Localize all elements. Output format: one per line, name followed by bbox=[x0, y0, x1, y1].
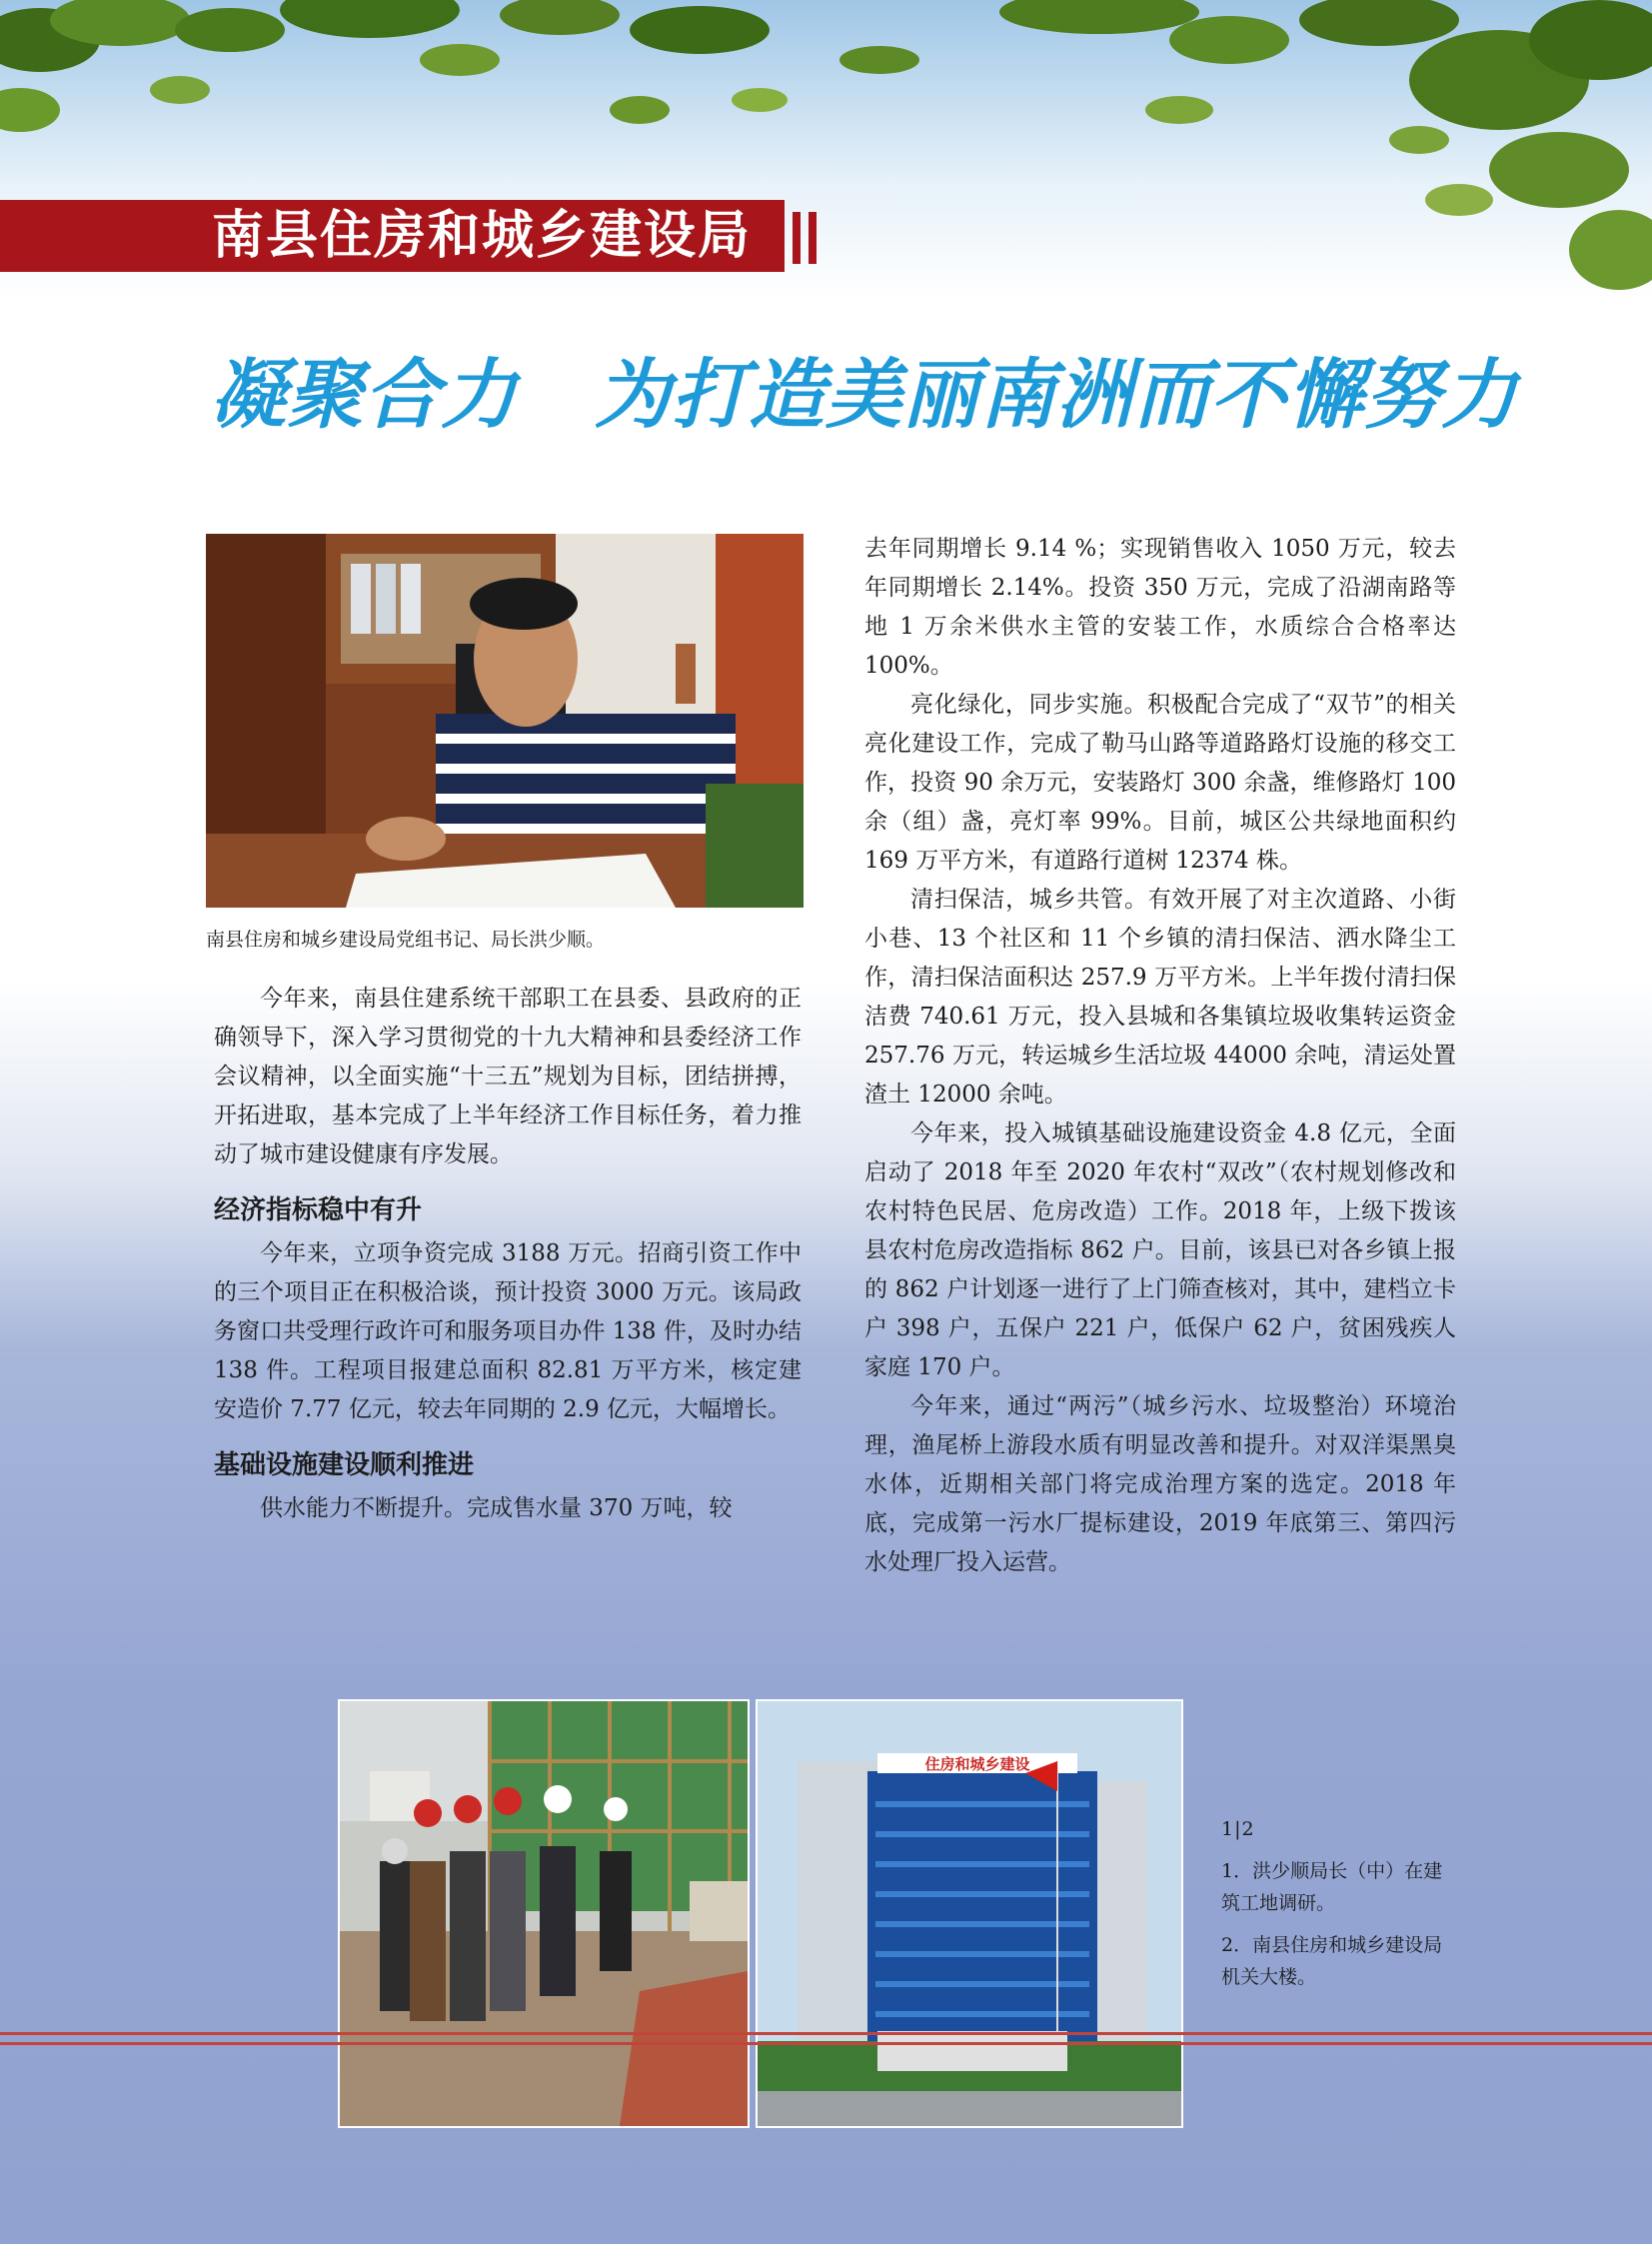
body-paragraph: 今年来，通过“两污”（城乡污水、垃圾整治）环境治理，渔尾桥上游段水质有明显改善和提升。对双洋渠黑臭水体，近期相关部门将完成治理方案的选定。2018 年底，完成第一污水厂提标建设，2019 年底第三、第四污水处理厂投入运营。 bbox=[864, 1393, 1456, 1575]
section-heading: 基础设施建设顺利推进 bbox=[214, 1450, 475, 1480]
bottom-rule bbox=[0, 2032, 1652, 2035]
banner-divider bbox=[809, 212, 817, 264]
page-headline: 凝聚合力 为打造美丽南洲而不懈努力 bbox=[210, 350, 1518, 439]
construction-site-photo bbox=[338, 1699, 750, 2128]
official-portrait-photo bbox=[206, 534, 804, 908]
portrait-caption: 南县住房和城乡建设局党组书记、局长洪少顺。 bbox=[206, 929, 606, 951]
article-left-column bbox=[214, 980, 802, 1528]
org-title: 南县住房和城乡建设局 bbox=[212, 206, 753, 266]
building-sign-text: 住房和城乡建设 bbox=[924, 1755, 1030, 1773]
tree-leaves-decoration bbox=[0, 0, 1652, 320]
body-paragraph: 今年来，投入城镇基础设施建设资金 4.8 亿元，全面启动了 2018 年至 2020 年农村“双改”（农村规划修改和农村特色民居、危房改造）工作。2018 年，上级下拨该县农村危房改造指标 862 户。目前，该县已对各乡镇上报的 862 户计划逐一进行了上门筛查核对，其中，建档立卡户 398 户，五保户 221 户，低保户 62 户，贫困残疾人家庭 170 户。 bbox=[864, 1121, 1456, 1380]
body-paragraph: 亮化绿化，同步实施。积极配合完成了“双节”的相关亮化建设工作，完成了勒马山路等道路路灯设施的移交工作，投资 90 余万元，安装路灯 300 余盏，维修路灯 100 余（组）盏，亮灯率 99%。目前，城区公共绿地面积约 169 万平方米，有道路行道树 12374 株。 bbox=[864, 692, 1456, 874]
bottom-rule bbox=[0, 2042, 1652, 2045]
article-right-column bbox=[864, 530, 1456, 1582]
photo-caption-2: 2．南县住房和城乡建设局机关大楼。 bbox=[1221, 1934, 1443, 1988]
photo-index-label: 1|2 bbox=[1221, 1818, 1255, 1840]
banner-divider bbox=[793, 212, 801, 264]
bureau-building-photo bbox=[756, 1699, 1183, 2128]
section-paragraph: 今年来，立项争资完成 3188 万元。招商引资工作中的三个项目正在积极洽谈，预计投资 3000 万元。该局政务窗口共受理行政许可和服务项目办件 138 件，及时办结 138 件。工程项目报建总面积 82.81 万平方米，核定建安造价 7.77 亿元，较去年同期的 2.9 亿元，大幅增长。 bbox=[214, 1240, 802, 1422]
section-paragraph: 供水能力不断提升。完成售水量 370 万吨，较 bbox=[260, 1495, 733, 1521]
section-heading: 经济指标稳中有升 bbox=[214, 1195, 423, 1225]
photo-caption-1: 1．洪少顺局长（中）在建筑工地调研。 bbox=[1221, 1860, 1443, 1914]
photo-captions bbox=[1221, 1813, 1461, 2003]
intro-paragraph: 今年来，南县住建系统干部职工在县委、县政府的正确领导下，深入学习贯彻党的十九大精神和县委经济工作会议精神，以全面实施“十三五”规划为目标，团结拼搏，开拓进取，基本完成了上半年经济工作目标任务，着力推动了城市建设健康有序发展。 bbox=[214, 986, 802, 1167]
continued-paragraph: 去年同期增长 9.14 %；实现销售收入 1050 万元，较去年同期增长 2.14%。投资 350 万元，完成了沿湖南路等地 1 万余米供水主管的安装工作，水质综合合格率达 100%。 bbox=[864, 536, 1456, 679]
body-paragraph: 清扫保洁，城乡共管。有效开展了对主次道路、小街小巷、13 个社区和 11 个乡镇的清扫保洁、洒水降尘工作，清扫保洁面积达 257.9 万平方米。上半年拨付清扫保洁费 740.61 万元，投入县城和各集镇垃圾收集转运资金 257.76 万元，转运城乡生活垃圾 44000 余吨，清运处置渣土 12000 余吨。 bbox=[864, 887, 1456, 1108]
